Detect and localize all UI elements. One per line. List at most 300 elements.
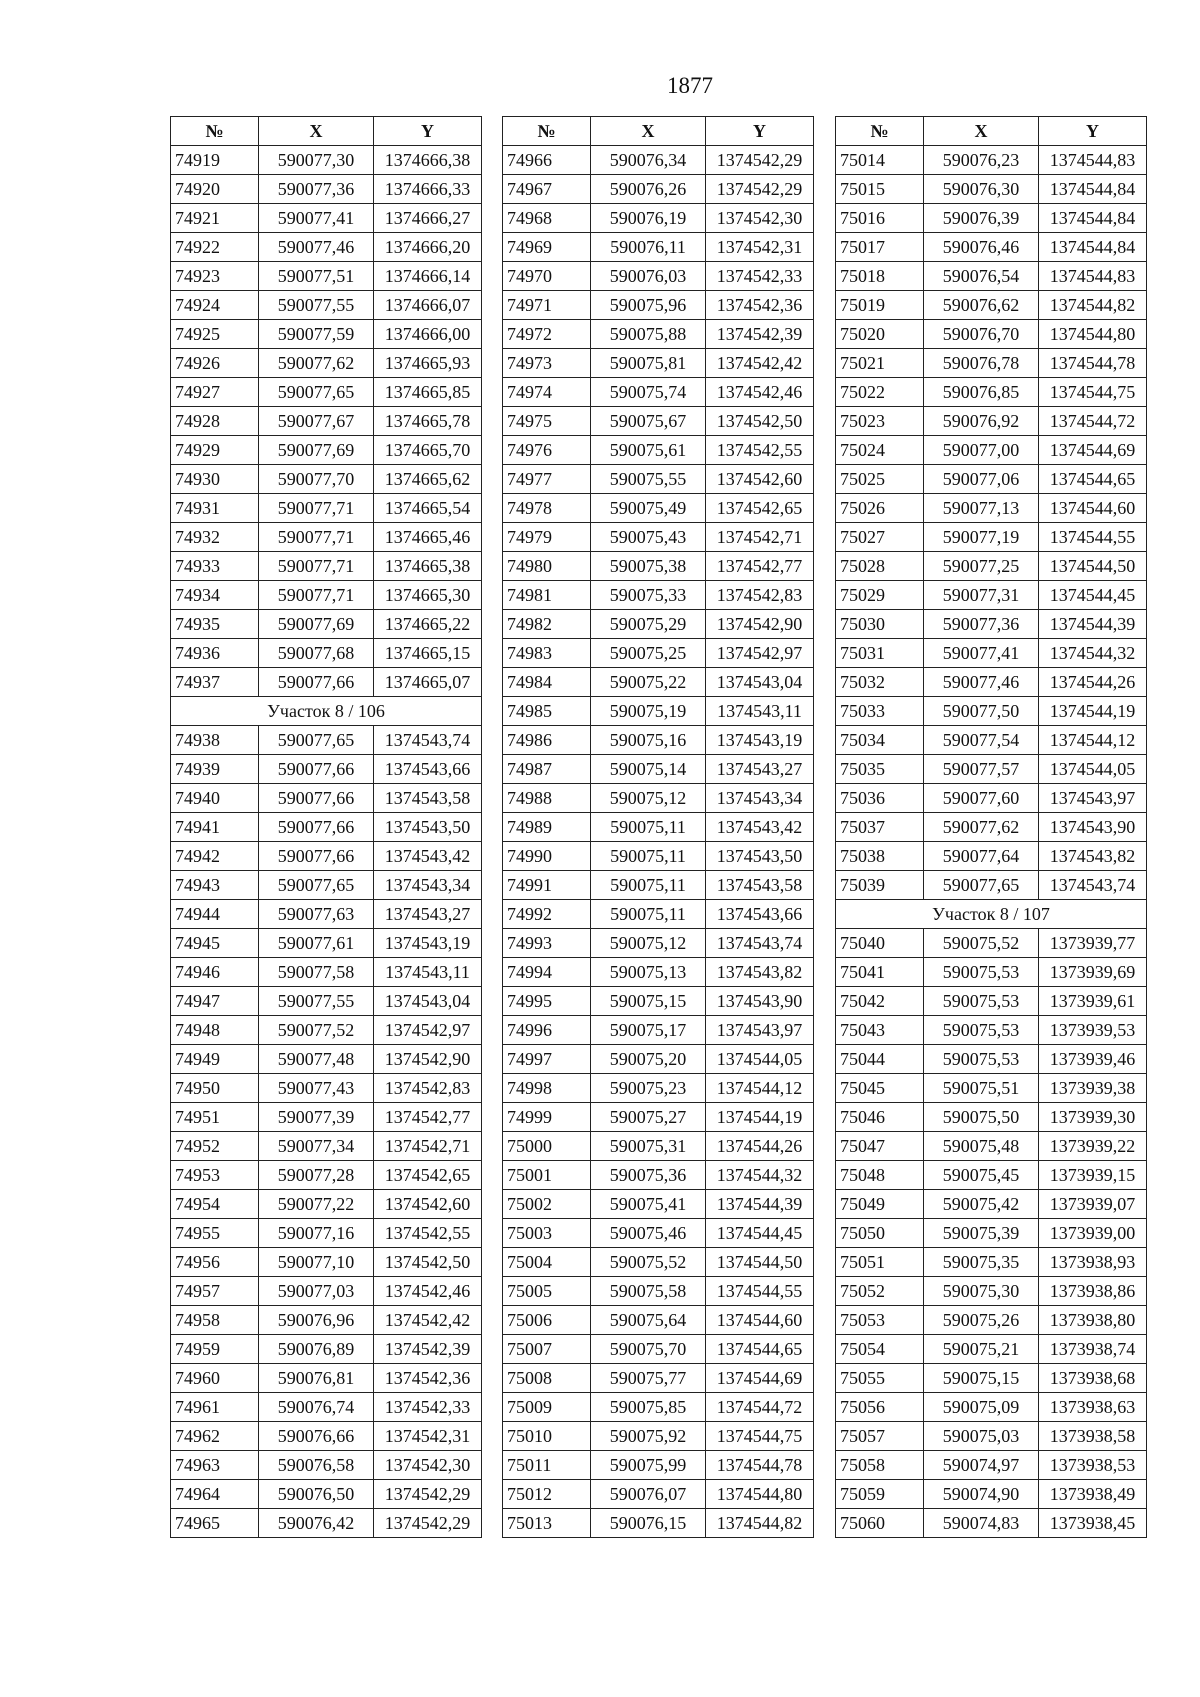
x-coordinate-cell: 590075,09	[924, 1393, 1039, 1422]
table-row	[171, 610, 482, 639]
table-row	[171, 871, 482, 900]
point-number-cell: 75045	[836, 1074, 924, 1103]
table-row	[171, 1074, 482, 1103]
x-coordinate-cell: 590074,90	[924, 1480, 1039, 1509]
x-coordinate-cell: 590075,30	[924, 1277, 1039, 1306]
y-coordinate-cell: 1374542,29	[374, 1509, 482, 1538]
y-coordinate-cell: 1374542,77	[706, 552, 814, 581]
table-row	[503, 320, 814, 349]
point-number-cell: 75017	[836, 233, 924, 262]
table-row	[171, 668, 482, 697]
x-coordinate-cell: 590075,11	[591, 813, 706, 842]
x-coordinate-cell: 590076,11	[591, 233, 706, 262]
x-coordinate-cell: 590075,21	[924, 1335, 1039, 1364]
point-number-cell: 75033	[836, 697, 924, 726]
y-coordinate-cell: 1374543,90	[1039, 813, 1147, 842]
y-coordinate-cell: 1374544,75	[706, 1422, 814, 1451]
point-number-cell: 75060	[836, 1509, 924, 1538]
point-number-cell: 75013	[503, 1509, 591, 1538]
y-coordinate-cell: 1374542,83	[706, 581, 814, 610]
x-coordinate-cell: 590076,50	[259, 1480, 374, 1509]
point-number-cell: 74950	[171, 1074, 259, 1103]
x-coordinate-cell: 590077,41	[259, 204, 374, 233]
table-row	[836, 668, 1147, 697]
x-coordinate-cell: 590075,88	[591, 320, 706, 349]
point-number-cell: 75003	[503, 1219, 591, 1248]
x-coordinate-cell: 590075,67	[591, 407, 706, 436]
point-number-cell: 74975	[503, 407, 591, 436]
point-number-cell: 75010	[503, 1422, 591, 1451]
table-row	[836, 436, 1147, 465]
x-coordinate-cell: 590077,55	[259, 987, 374, 1016]
y-coordinate-cell: 1374544,84	[1039, 204, 1147, 233]
point-number-cell: 75015	[836, 175, 924, 204]
table-row	[836, 552, 1147, 581]
x-coordinate-cell: 590075,45	[924, 1161, 1039, 1190]
point-number-cell: 75059	[836, 1480, 924, 1509]
x-coordinate-cell: 590077,67	[259, 407, 374, 436]
y-coordinate-cell: 1374543,27	[374, 900, 482, 929]
x-coordinate-cell: 590075,12	[591, 784, 706, 813]
point-number-cell: 74969	[503, 233, 591, 262]
header-x: X	[591, 117, 706, 146]
table-row	[503, 523, 814, 552]
table-row	[836, 233, 1147, 262]
y-coordinate-cell: 1374542,39	[374, 1335, 482, 1364]
page-number: 1877	[667, 73, 713, 98]
table-row	[836, 291, 1147, 320]
x-coordinate-cell: 590075,53	[924, 1045, 1039, 1074]
table-row	[171, 842, 482, 871]
y-coordinate-cell: 1374543,34	[374, 871, 482, 900]
x-coordinate-cell: 590075,26	[924, 1306, 1039, 1335]
y-coordinate-cell: 1374544,78	[1039, 349, 1147, 378]
table-row	[171, 784, 482, 813]
x-coordinate-cell: 590075,53	[924, 987, 1039, 1016]
x-coordinate-cell: 590075,35	[924, 1248, 1039, 1277]
y-coordinate-cell: 1374543,66	[374, 755, 482, 784]
coordinates-table-1	[170, 116, 482, 1538]
x-coordinate-cell: 590076,46	[924, 233, 1039, 262]
y-coordinate-cell: 1374543,19	[374, 929, 482, 958]
table-row	[836, 1364, 1147, 1393]
point-number-cell: 74997	[503, 1045, 591, 1074]
table-row	[171, 900, 482, 929]
table-row	[503, 668, 814, 697]
table-row	[836, 407, 1147, 436]
point-number-cell: 74979	[503, 523, 591, 552]
x-coordinate-cell: 590077,65	[259, 726, 374, 755]
table-row	[503, 465, 814, 494]
x-coordinate-cell: 590077,62	[924, 813, 1039, 842]
point-number-cell: 75000	[503, 1132, 591, 1161]
table-body	[836, 146, 1147, 1538]
x-coordinate-cell: 590076,30	[924, 175, 1039, 204]
table-row	[171, 291, 482, 320]
section-row	[836, 900, 1147, 929]
x-coordinate-cell: 590077,65	[259, 378, 374, 407]
point-number-cell: 74987	[503, 755, 591, 784]
y-coordinate-cell: 1374544,82	[706, 1509, 814, 1538]
y-coordinate-cell: 1374542,71	[706, 523, 814, 552]
y-coordinate-cell: 1374542,29	[706, 175, 814, 204]
y-coordinate-cell: 1374542,42	[706, 349, 814, 378]
y-coordinate-cell: 1374544,69	[706, 1364, 814, 1393]
point-number-cell: 75004	[503, 1248, 591, 1277]
x-coordinate-cell: 590077,36	[924, 610, 1039, 639]
point-number-cell: 74960	[171, 1364, 259, 1393]
point-number-cell: 74982	[503, 610, 591, 639]
x-coordinate-cell: 590076,39	[924, 204, 1039, 233]
x-coordinate-cell: 590077,70	[259, 465, 374, 494]
y-coordinate-cell: 1374542,33	[706, 262, 814, 291]
table-row	[836, 813, 1147, 842]
point-number-cell: 74962	[171, 1422, 259, 1451]
x-coordinate-cell: 590077,71	[259, 581, 374, 610]
y-coordinate-cell: 1374665,54	[374, 494, 482, 523]
point-number-cell: 75024	[836, 436, 924, 465]
table-row	[171, 1393, 482, 1422]
point-number-cell: 75032	[836, 668, 924, 697]
table-row	[836, 1277, 1147, 1306]
point-number-cell: 75042	[836, 987, 924, 1016]
y-coordinate-cell: 1374665,15	[374, 639, 482, 668]
x-coordinate-cell: 590075,38	[591, 552, 706, 581]
y-coordinate-cell: 1374542,83	[374, 1074, 482, 1103]
point-number-cell: 75051	[836, 1248, 924, 1277]
table-row	[836, 639, 1147, 668]
y-coordinate-cell: 1374544,05	[706, 1045, 814, 1074]
point-number-cell: 75022	[836, 378, 924, 407]
header-y: Y	[374, 117, 482, 146]
point-number-cell: 74978	[503, 494, 591, 523]
header-y: Y	[706, 117, 814, 146]
x-coordinate-cell: 590076,15	[591, 1509, 706, 1538]
table-row	[836, 1016, 1147, 1045]
point-number-cell: 75043	[836, 1016, 924, 1045]
header-number: №	[836, 117, 924, 146]
x-coordinate-cell: 590075,39	[924, 1219, 1039, 1248]
x-coordinate-cell: 590075,41	[591, 1190, 706, 1219]
x-coordinate-cell: 590075,48	[924, 1132, 1039, 1161]
y-coordinate-cell: 1374542,42	[374, 1306, 482, 1335]
x-coordinate-cell: 590075,50	[924, 1103, 1039, 1132]
table-row	[836, 842, 1147, 871]
point-number-cell: 74931	[171, 494, 259, 523]
y-coordinate-cell: 1374544,19	[706, 1103, 814, 1132]
x-coordinate-cell: 590076,62	[924, 291, 1039, 320]
point-number-cell: 74966	[503, 146, 591, 175]
point-number-cell: 74963	[171, 1451, 259, 1480]
table-row	[171, 1045, 482, 1074]
table-row	[836, 1161, 1147, 1190]
y-coordinate-cell: 1374544,55	[706, 1277, 814, 1306]
point-number-cell: 75027	[836, 523, 924, 552]
table-row	[836, 1335, 1147, 1364]
y-coordinate-cell: 1374542,77	[374, 1103, 482, 1132]
table-row	[171, 755, 482, 784]
y-coordinate-cell: 1373938,58	[1039, 1422, 1147, 1451]
y-coordinate-cell: 1374542,33	[374, 1393, 482, 1422]
y-coordinate-cell: 1374542,97	[374, 1016, 482, 1045]
y-coordinate-cell: 1374542,65	[374, 1161, 482, 1190]
y-coordinate-cell: 1373939,61	[1039, 987, 1147, 1016]
y-coordinate-cell: 1373938,86	[1039, 1277, 1147, 1306]
y-coordinate-cell: 1373938,80	[1039, 1306, 1147, 1335]
point-number-cell: 74993	[503, 929, 591, 958]
table-row	[171, 1161, 482, 1190]
x-coordinate-cell: 590076,54	[924, 262, 1039, 291]
x-coordinate-cell: 590077,62	[259, 349, 374, 378]
table-row	[503, 1306, 814, 1335]
y-coordinate-cell: 1374544,65	[1039, 465, 1147, 494]
table-row	[836, 726, 1147, 755]
table-row	[836, 349, 1147, 378]
x-coordinate-cell: 590077,59	[259, 320, 374, 349]
table-row	[836, 1132, 1147, 1161]
table-row	[171, 204, 482, 233]
table-row	[171, 523, 482, 552]
y-coordinate-cell: 1374542,50	[706, 407, 814, 436]
x-coordinate-cell: 590077,34	[259, 1132, 374, 1161]
y-coordinate-cell: 1374543,42	[374, 842, 482, 871]
point-number-cell: 75058	[836, 1451, 924, 1480]
point-number-cell: 74937	[171, 668, 259, 697]
x-coordinate-cell: 590077,52	[259, 1016, 374, 1045]
x-coordinate-cell: 590077,39	[259, 1103, 374, 1132]
y-coordinate-cell: 1373939,30	[1039, 1103, 1147, 1132]
point-number-cell: 74943	[171, 871, 259, 900]
table-row	[171, 1480, 482, 1509]
table-row	[171, 1132, 482, 1161]
table-row	[503, 1451, 814, 1480]
point-number-cell: 74980	[503, 552, 591, 581]
point-number-cell: 74974	[503, 378, 591, 407]
y-coordinate-cell: 1374544,60	[706, 1306, 814, 1335]
point-number-cell: 75025	[836, 465, 924, 494]
y-coordinate-cell: 1374543,58	[706, 871, 814, 900]
x-coordinate-cell: 590075,85	[591, 1393, 706, 1422]
point-number-cell: 74935	[171, 610, 259, 639]
y-coordinate-cell: 1374543,97	[1039, 784, 1147, 813]
y-coordinate-cell: 1374665,46	[374, 523, 482, 552]
y-coordinate-cell: 1374543,97	[706, 1016, 814, 1045]
point-number-cell: 74959	[171, 1335, 259, 1364]
x-coordinate-cell: 590075,25	[591, 639, 706, 668]
table-row	[836, 929, 1147, 958]
table-row	[503, 639, 814, 668]
y-coordinate-cell: 1374666,20	[374, 233, 482, 262]
x-coordinate-cell: 590075,61	[591, 436, 706, 465]
table-row	[171, 813, 482, 842]
table-row	[503, 813, 814, 842]
y-coordinate-cell: 1374544,26	[1039, 668, 1147, 697]
x-coordinate-cell: 590075,19	[591, 697, 706, 726]
table-row	[171, 1219, 482, 1248]
table-row	[171, 1190, 482, 1219]
x-coordinate-cell: 590075,64	[591, 1306, 706, 1335]
y-coordinate-cell: 1374542,65	[706, 494, 814, 523]
point-number-cell: 74927	[171, 378, 259, 407]
table-row	[503, 871, 814, 900]
x-coordinate-cell: 590075,23	[591, 1074, 706, 1103]
coordinates-table-2	[502, 116, 814, 1538]
table-row	[503, 784, 814, 813]
y-coordinate-cell: 1374665,62	[374, 465, 482, 494]
table-header-row	[836, 117, 1147, 146]
x-coordinate-cell: 590077,22	[259, 1190, 374, 1219]
x-coordinate-cell: 590077,71	[259, 552, 374, 581]
y-coordinate-cell: 1373939,77	[1039, 929, 1147, 958]
point-number-cell: 75002	[503, 1190, 591, 1219]
table-row	[503, 233, 814, 262]
point-number-cell: 74919	[171, 146, 259, 175]
point-number-cell: 74972	[503, 320, 591, 349]
table-row	[171, 233, 482, 262]
x-coordinate-cell: 590077,57	[924, 755, 1039, 784]
point-number-cell: 75005	[503, 1277, 591, 1306]
table-row	[503, 697, 814, 726]
y-coordinate-cell: 1374544,26	[706, 1132, 814, 1161]
x-coordinate-cell: 590075,52	[924, 929, 1039, 958]
x-coordinate-cell: 590075,70	[591, 1335, 706, 1364]
table-row	[171, 1277, 482, 1306]
y-coordinate-cell: 1374544,32	[706, 1161, 814, 1190]
x-coordinate-cell: 590075,81	[591, 349, 706, 378]
y-coordinate-cell: 1374542,30	[374, 1451, 482, 1480]
x-coordinate-cell: 590077,66	[259, 668, 374, 697]
table-row	[503, 204, 814, 233]
point-number-cell: 74985	[503, 697, 591, 726]
y-coordinate-cell: 1374544,50	[706, 1248, 814, 1277]
table-row	[836, 1422, 1147, 1451]
point-number-cell: 74983	[503, 639, 591, 668]
x-coordinate-cell: 590075,36	[591, 1161, 706, 1190]
x-coordinate-cell: 590077,46	[259, 233, 374, 262]
table-row	[171, 987, 482, 1016]
point-number-cell: 74971	[503, 291, 591, 320]
table-row	[503, 378, 814, 407]
point-number-cell: 75044	[836, 1045, 924, 1074]
point-number-cell: 74957	[171, 1277, 259, 1306]
table-row	[171, 1364, 482, 1393]
table-row	[171, 378, 482, 407]
table-row	[836, 378, 1147, 407]
point-number-cell: 74940	[171, 784, 259, 813]
x-coordinate-cell: 590077,06	[924, 465, 1039, 494]
y-coordinate-cell: 1374544,60	[1039, 494, 1147, 523]
y-coordinate-cell: 1374542,55	[706, 436, 814, 465]
point-number-cell: 75020	[836, 320, 924, 349]
y-coordinate-cell: 1374665,30	[374, 581, 482, 610]
x-coordinate-cell: 590077,66	[259, 784, 374, 813]
x-coordinate-cell: 590075,53	[924, 958, 1039, 987]
header-y: Y	[1039, 117, 1147, 146]
y-coordinate-cell: 1374544,50	[1039, 552, 1147, 581]
table-row	[836, 146, 1147, 175]
point-number-cell: 75037	[836, 813, 924, 842]
x-coordinate-cell: 590074,97	[924, 1451, 1039, 1480]
x-coordinate-cell: 590076,89	[259, 1335, 374, 1364]
point-number-cell: 75047	[836, 1132, 924, 1161]
y-coordinate-cell: 1374544,19	[1039, 697, 1147, 726]
x-coordinate-cell: 590077,54	[924, 726, 1039, 755]
table-row	[171, 1016, 482, 1045]
y-coordinate-cell: 1374543,50	[706, 842, 814, 871]
y-coordinate-cell: 1374542,60	[374, 1190, 482, 1219]
x-coordinate-cell: 590077,31	[924, 581, 1039, 610]
point-number-cell: 74968	[503, 204, 591, 233]
table-row	[836, 958, 1147, 987]
point-number-cell: 74949	[171, 1045, 259, 1074]
table-row	[171, 1103, 482, 1132]
x-coordinate-cell: 590076,07	[591, 1480, 706, 1509]
point-number-cell: 74991	[503, 871, 591, 900]
x-coordinate-cell: 590077,46	[924, 668, 1039, 697]
x-coordinate-cell: 590076,92	[924, 407, 1039, 436]
table-row	[503, 929, 814, 958]
table-row	[171, 146, 482, 175]
table-row	[836, 1480, 1147, 1509]
y-coordinate-cell: 1374544,12	[1039, 726, 1147, 755]
x-coordinate-cell: 590075,03	[924, 1422, 1039, 1451]
y-coordinate-cell: 1374543,27	[706, 755, 814, 784]
x-coordinate-cell: 590076,96	[259, 1306, 374, 1335]
point-number-cell: 74925	[171, 320, 259, 349]
y-coordinate-cell: 1374544,32	[1039, 639, 1147, 668]
table-row	[503, 1219, 814, 1248]
table-row	[503, 1422, 814, 1451]
table-row	[836, 1248, 1147, 1277]
x-coordinate-cell: 590077,41	[924, 639, 1039, 668]
point-number-cell: 74944	[171, 900, 259, 929]
x-coordinate-cell: 590077,13	[924, 494, 1039, 523]
point-number-cell: 74998	[503, 1074, 591, 1103]
y-coordinate-cell: 1374544,55	[1039, 523, 1147, 552]
table-row	[503, 581, 814, 610]
x-coordinate-cell: 590075,11	[591, 842, 706, 871]
point-number-cell: 74932	[171, 523, 259, 552]
point-number-cell: 74930	[171, 465, 259, 494]
table-row	[836, 610, 1147, 639]
y-coordinate-cell: 1374544,80	[706, 1480, 814, 1509]
table-row	[836, 871, 1147, 900]
y-coordinate-cell: 1374665,70	[374, 436, 482, 465]
table-row	[503, 1364, 814, 1393]
x-coordinate-cell: 590077,30	[259, 146, 374, 175]
table-row	[836, 1103, 1147, 1132]
x-coordinate-cell: 590077,28	[259, 1161, 374, 1190]
y-coordinate-cell: 1374544,39	[706, 1190, 814, 1219]
table-row	[503, 726, 814, 755]
x-coordinate-cell: 590076,81	[259, 1364, 374, 1393]
y-coordinate-cell: 1374542,31	[706, 233, 814, 262]
y-coordinate-cell: 1374544,84	[1039, 233, 1147, 262]
table-row	[503, 407, 814, 436]
point-number-cell: 74977	[503, 465, 591, 494]
y-coordinate-cell: 1373939,69	[1039, 958, 1147, 987]
table-header-row	[171, 117, 482, 146]
table-row	[171, 1248, 482, 1277]
table-row	[836, 1045, 1147, 1074]
x-coordinate-cell: 590077,64	[924, 842, 1039, 871]
x-coordinate-cell: 590077,58	[259, 958, 374, 987]
table-row	[171, 1335, 482, 1364]
point-number-cell: 74936	[171, 639, 259, 668]
x-coordinate-cell: 590075,15	[924, 1364, 1039, 1393]
point-number-cell: 75035	[836, 755, 924, 784]
point-number-cell: 74934	[171, 581, 259, 610]
